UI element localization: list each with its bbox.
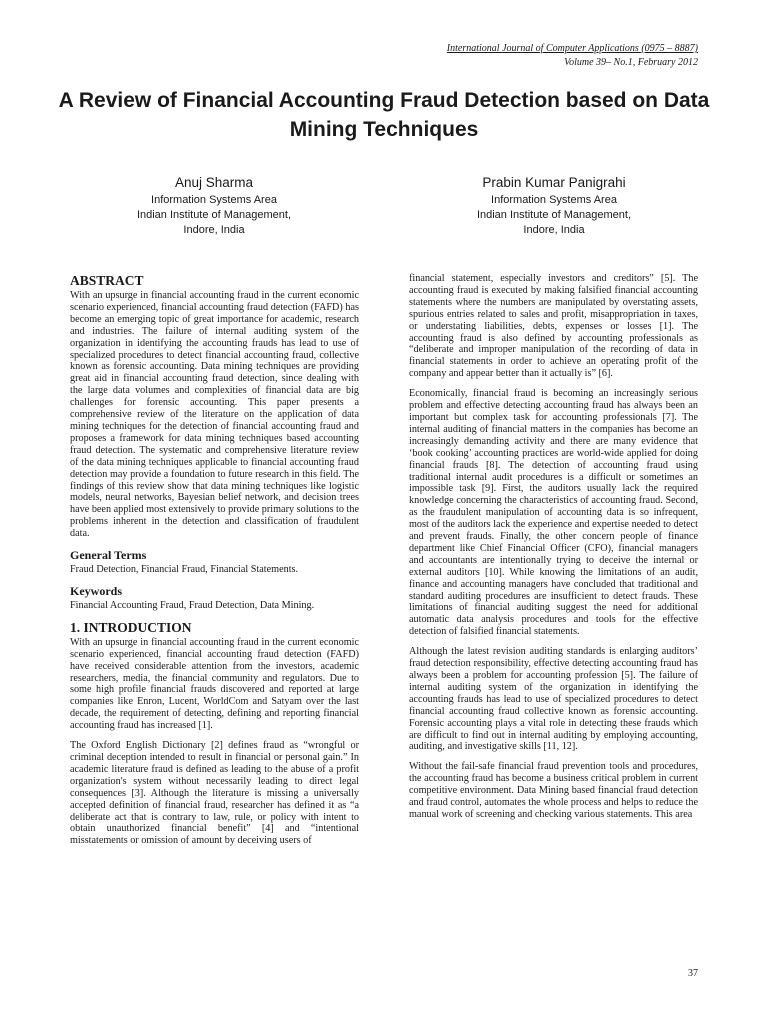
general-terms-heading: General Terms — [70, 548, 147, 563]
right-paragraph-3: Although the latest revision auditing standards is enlarging auditors’ fraud detection responsibility, effective detecting accounting fraud has always been a problem for accounting profession [5]. The failure of internal auditing system of the organization in identifying the accounting frauds has lead to use of specialized procedures to detect financial accounting fraud collective known as forensic accounting. Forensic accounting plays a vital role in detecting these frauds which are difficult to find out in internal auditing by employing accounting, auditing, and investigative skills [11, 12]. — [409, 646, 698, 753]
abstract-text: With an upsurge in financial accounting fraud in the current economic scenario experienced, financial accounting fraud detection (FAFD) has become an emerging topic of great importance for academic, research and industries. The failure of internal auditing system of the organization in identifying the accounting frauds has lead to use of specialized procedures to detect financial accounting fraud, collective known as forensic accounting. Data mining techniques are providing great aid in financial accounting fraud detection, since dealing with the large data volumes and complexities of financial data are big challenges for forensic accounting. This paper presents a comprehensive review of the literature on the application of data mining techniques for the detection of financial accounting fraud and proposes a framework for data mining techniques based accounting fraud detection. The systematic and comprehensive literature review of the data mining techniques applicable to financial accounting fraud detection may provide a foundation to future research in this field. The findings of this review show that data mining techniques like logistic models, neural networks, Bayesian belief network, and decision trees have been applied most extensively to provide primary solutions to the problems inherent in the detection and classification of fraudulent data. — [70, 290, 359, 540]
author-block-2 — [424, 174, 684, 238]
author-dept: Information Systems Area — [151, 194, 277, 206]
general-terms-text: Fraud Detection, Financial Fraud, Financial Statements. — [70, 564, 299, 576]
right-paragraph-4: Without the fail-safe financial fraud prevention tools and procedures, the accounting fraud has become a business critical problem in current competitive environment. Data Mining based financial fraud detection and fraud control, automates the whole process and helps to reduce the manual work of screening and checking various statements. This area — [409, 761, 698, 820]
author-name: Anuj Sharma — [174, 175, 254, 190]
author-city: Indore, India — [183, 224, 245, 236]
left-column — [70, 273, 359, 855]
right-column — [409, 273, 698, 829]
journal-header: International Journal of Computer Applications (0975 – 8887) — [446, 43, 698, 54]
keywords-heading: Keywords — [70, 583, 122, 598]
author-dept: Information Systems Area — [491, 194, 617, 206]
intro-paragraph-2: The Oxford English Dictionary [2] defines fraud as “wrongful or criminal deception intended to result in financial or personal gain.” In academic literature fraud is defined as leading to the abuse of a profit organization's system without necessarily leading to direct legal consequences [3]. Although the literature is missing a universally accepted definition of financial fraud, researcher has defined it as “a deliberate act that is contrary to law, rule, or policy with intent to obtain unauthorized financial benefit” [4] and “intentional misstatements or omission of amount by deceiving users of — [70, 740, 359, 847]
paper-title: A Review of Financial Accounting Fraud Detection based on Data Mining Techniques — [58, 89, 710, 141]
author-institution: Indian Institute of Management, — [136, 209, 292, 221]
introduction-heading: 1. INTRODUCTION — [70, 619, 192, 635]
keywords-text: Financial Accounting Fraud, Fraud Detection, Data Mining. — [70, 599, 315, 611]
page-number: 37 — [688, 968, 698, 979]
author-name: Prabin Kumar Panigrahi — [482, 175, 626, 190]
author-institution: Indian Institute of Management, — [476, 209, 632, 221]
volume-header: Volume 39– No.1, February 2012 — [564, 57, 698, 68]
author-city: Indore, India — [523, 224, 585, 236]
right-paragraph-2: Economically, financial fraud is becoming an increasingly serious problem and effective detecting accounting fraud has always been an important but complex task for accounting professionals [7]. The internal auditing of financial matters in the companies has become an increasingly demanding activity and there are many evidence that ‘book cooking’ accounting practices are world-wide applied for doing financial frauds [8]. The detection of accounting fraud using traditional internal audit procedures is a difficult or sometimes an impossible task [9]. First, the auditors usually lack the required knowledge concerning the characteristics of accounting fraud. Second, as the fraudulent manipulation of accounting data is so infrequent, most of the auditors lack the experience and expertise needed to detect and prevent frauds. Finally, the other concern people of finance department like Chief Financial Officer (CFO), financial managers and accountants are intentionally trying to deceive the internal or external auditors [10]. While knowing the limitations of an audit, finance and accounting managers have concluded that traditional and standard auditing procedures are insufficient to detect frauds. These limitations of financial auditing suggest the need for additional automatic data analysis procedures and tools for the effective detection of falsified financial statements. — [409, 388, 698, 638]
right-paragraph-1: financial statement, especially investors and creditors” [5]. The accounting fraud is executed by making falsified financial accounting statements where the numbers are manipulated by overstating assets, spurious entries related to sales and profit, misappropriation in taxes, or understating liabilities, debts, expenses or losses [1]. The accounting fraud is also defined by accounting professionals as “deliberate and improper manipulation of the recording of data in financial statements in order to achieve an operating profit of the company and appear better than it actually is” [6]. — [409, 273, 698, 380]
abstract-heading: ABSTRACT — [70, 273, 144, 288]
author-block-1 — [84, 174, 344, 238]
intro-paragraph-1: With an upsurge in financial accounting fraud in the current economic scenario experienced, financial accounting fraud detection (FAFD) have received considerable attention from the investors, academic researchers, media, the financial community and regulators. Due to some high profile financial frauds discovered and reported at large companies like Enron, Lucent, WorldCom and Satyam over the last decade, the requirement of detecting, defining and reporting financial accounting fraud has increased [1]. — [70, 636, 359, 732]
